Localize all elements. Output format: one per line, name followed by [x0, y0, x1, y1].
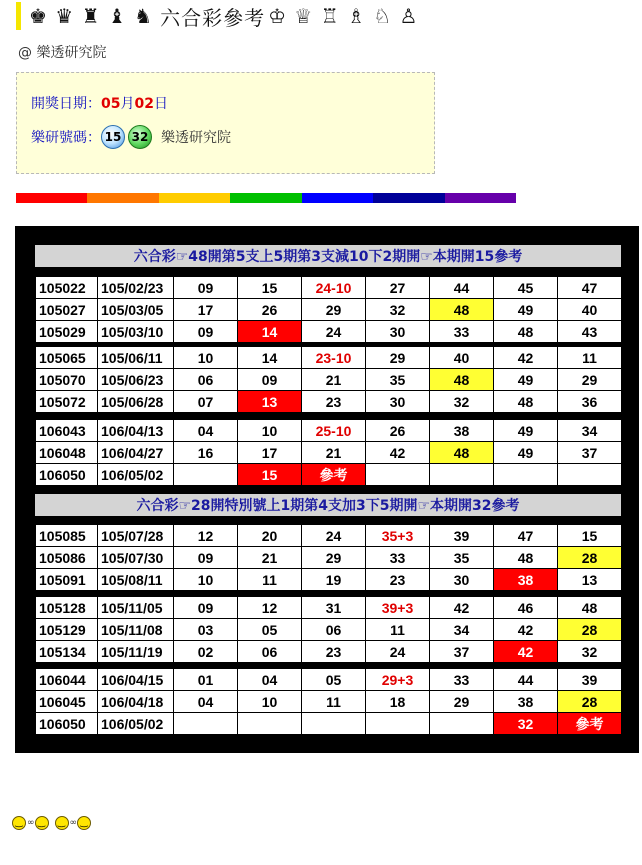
number-cell: 44: [494, 669, 558, 691]
draw-date-cell: 105/06/28: [98, 391, 174, 413]
number-cell: 30: [366, 391, 430, 413]
number-cell: 29: [302, 299, 366, 321]
smiley-icon: ‿: [55, 816, 69, 830]
number-cell: 21: [302, 369, 366, 391]
number-cell: 30: [430, 569, 494, 591]
number-cell: 05: [238, 619, 302, 641]
number-cell: 09: [174, 597, 238, 619]
draw-number-cell: 105086: [36, 547, 98, 569]
number-cell: 39: [430, 525, 494, 547]
number-cell: 06: [302, 619, 366, 641]
draw-date-cell: 105/07/28: [98, 525, 174, 547]
number-cell: 36: [558, 391, 622, 413]
table-row: [36, 669, 622, 691]
number-cell: 24: [302, 321, 366, 343]
number-cell: 參考: [302, 464, 366, 486]
draw-number-cell: 105029: [36, 321, 98, 343]
draw-date-cell: 106/04/15: [98, 669, 174, 691]
number-cell: 26: [238, 299, 302, 321]
number-cell: 38: [430, 420, 494, 442]
number-cell: 45: [494, 277, 558, 299]
number-cell: [366, 464, 430, 486]
number-ball-blue: 15: [101, 125, 125, 149]
number-cell: 28: [558, 547, 622, 569]
number-cell: 47: [558, 277, 622, 299]
draw-info-box: [16, 72, 435, 174]
number-cell: 04: [174, 691, 238, 713]
draw-number-cell: 105134: [36, 641, 98, 663]
number-cell: 48: [494, 391, 558, 413]
table-row: [36, 547, 622, 569]
number-cell: 35: [366, 369, 430, 391]
table-row: [36, 299, 622, 321]
number-cell: 17: [238, 442, 302, 464]
number-cell: 09: [174, 321, 238, 343]
table-row: [36, 391, 622, 413]
number-cell: 09: [174, 547, 238, 569]
smiley-icon: ‿: [12, 816, 26, 830]
number-cell: 44: [430, 277, 494, 299]
draw-date-label: 開獎日期：: [31, 96, 101, 112]
number-ball-green: 32: [128, 125, 152, 149]
number-cell: 46: [494, 597, 558, 619]
number-cell: 35: [430, 547, 494, 569]
number-cell: 32: [366, 299, 430, 321]
number-cell: 24: [302, 525, 366, 547]
number-cell: 14: [238, 321, 302, 343]
number-cell: 21: [238, 547, 302, 569]
draw-date-cell: 105/02/23: [98, 277, 174, 299]
number-cell: 06: [238, 641, 302, 663]
draw-number-cell: 105072: [36, 391, 98, 413]
number-cell: 33: [430, 669, 494, 691]
draw-date-cell: 106/04/27: [98, 442, 174, 464]
number-cell: 47: [494, 525, 558, 547]
table-row: [36, 369, 622, 391]
author-line: @ 樂透研究院: [18, 45, 107, 61]
number-cell: 02: [174, 641, 238, 663]
number-cell: 17: [174, 299, 238, 321]
section1-table-group: [35, 276, 622, 343]
table-row: [36, 713, 622, 735]
draw-number-cell: 105129: [36, 619, 98, 641]
rainbow-segment: [16, 193, 87, 203]
section1-heading: 六合彩☞48開第5支上5期第3支減10下2期開☞本期開15參考: [35, 245, 621, 267]
number-cell: 30: [366, 321, 430, 343]
number-cell: 10: [238, 691, 302, 713]
page-title: 六合彩參考: [160, 5, 266, 30]
number-cell: 32: [558, 641, 622, 663]
draw-date-cell: 105/07/30: [98, 547, 174, 569]
rainbow-segment: [87, 193, 158, 203]
rainbow-segment: [159, 193, 230, 203]
footer-dots-1: ∞: [27, 818, 34, 828]
number-cell: 29+3: [366, 669, 430, 691]
number-cell: 09: [174, 277, 238, 299]
rainbow-segment: [373, 193, 444, 203]
number-cell: 15: [238, 277, 302, 299]
draw-number-cell: 105085: [36, 525, 98, 547]
draw-date-cell: 105/03/05: [98, 299, 174, 321]
draw-date-cell: 106/05/02: [98, 464, 174, 486]
number-cell: 10: [174, 569, 238, 591]
lucky-numbers-row: [31, 125, 231, 149]
number-cell: 42: [366, 442, 430, 464]
section2-table-group: [35, 524, 622, 591]
draw-number-cell: 105065: [36, 347, 98, 369]
number-cell: 15: [238, 464, 302, 486]
number-cell: 49: [494, 299, 558, 321]
draw-date-month: 05: [101, 96, 121, 112]
draw-date-cell: 106/05/02: [98, 713, 174, 735]
number-cell: 33: [366, 547, 430, 569]
number-cell: 48: [494, 321, 558, 343]
draw-number-cell: 106044: [36, 669, 98, 691]
table-row: [36, 420, 622, 442]
number-cell: 04: [174, 420, 238, 442]
number-cell: 19: [302, 569, 366, 591]
rainbow-segment: [445, 193, 516, 203]
number-cell: 20: [238, 525, 302, 547]
number-cell: [430, 713, 494, 735]
number-cell: 42: [494, 641, 558, 663]
draw-date-cell: 106/04/18: [98, 691, 174, 713]
number-cell: [430, 464, 494, 486]
number-cell: 42: [494, 619, 558, 641]
table-row: [36, 569, 622, 591]
number-cell: [558, 464, 622, 486]
rainbow-segment: [302, 193, 373, 203]
number-cell: 07: [174, 391, 238, 413]
table-row: [36, 464, 622, 486]
draw-date-cell: 105/08/11: [98, 569, 174, 591]
number-cell: [366, 713, 430, 735]
draw-number-cell: 106045: [36, 691, 98, 713]
number-cell: 34: [558, 420, 622, 442]
draw-date-cell: 105/06/11: [98, 347, 174, 369]
number-cell: 21: [302, 442, 366, 464]
chess-pieces-icon-left: ♚ ♛ ♜ ♝ ♞: [29, 4, 154, 28]
table-row: [36, 619, 622, 641]
number-cell: 28: [558, 619, 622, 641]
number-cell: 40: [430, 347, 494, 369]
table-row: [36, 597, 622, 619]
table-row: [36, 525, 622, 547]
number-cell: 35+3: [366, 525, 430, 547]
number-cell: 28: [558, 691, 622, 713]
draw-number-cell: 106050: [36, 713, 98, 735]
number-cell: 25-10: [302, 420, 366, 442]
section1-table-group: [35, 346, 622, 413]
draw-number-cell: 105070: [36, 369, 98, 391]
number-cell: 42: [430, 597, 494, 619]
number-cell: 10: [174, 347, 238, 369]
rainbow-divider: [16, 193, 516, 203]
number-cell: 10: [238, 420, 302, 442]
number-cell: 12: [238, 597, 302, 619]
table-row: [36, 321, 622, 343]
number-cell: 18: [366, 691, 430, 713]
number-cell: 24: [366, 641, 430, 663]
draw-date-day-suffix: 日: [153, 96, 168, 112]
footer-dots-2: ∞: [69, 818, 76, 828]
lucky-numbers-label: 樂研號碼：: [31, 130, 101, 146]
number-cell: 15: [558, 525, 622, 547]
draw-date-month-suffix: 月: [120, 96, 135, 112]
number-cell: [174, 464, 238, 486]
table-row: [36, 442, 622, 464]
section2-table-group: [35, 596, 622, 663]
draw-number-cell: 105091: [36, 569, 98, 591]
number-cell: 05: [302, 669, 366, 691]
number-cell: 43: [558, 321, 622, 343]
number-cell: 23-10: [302, 347, 366, 369]
draw-date-cell: 105/11/08: [98, 619, 174, 641]
draw-date-cell: 105/11/05: [98, 597, 174, 619]
draw-date-cell: 105/06/23: [98, 369, 174, 391]
number-cell: 04: [238, 669, 302, 691]
number-cell: 38: [494, 691, 558, 713]
number-cell: 29: [430, 691, 494, 713]
number-cell: [302, 713, 366, 735]
number-cell: [238, 713, 302, 735]
table-row: [36, 641, 622, 663]
draw-number-cell: 105027: [36, 299, 98, 321]
number-cell: 11: [366, 619, 430, 641]
smiley-icon: ‿: [77, 816, 91, 830]
number-cell: 29: [302, 547, 366, 569]
number-cell: 37: [558, 442, 622, 464]
number-cell: 39+3: [366, 597, 430, 619]
number-cell: 49: [494, 420, 558, 442]
number-cell: 23: [366, 569, 430, 591]
section2-heading: 六合彩☞28開特別號上1期第4支加3下5期開☞本期開32參考: [35, 494, 621, 516]
number-cell: 38: [494, 569, 558, 591]
page-title-bar: [16, 2, 422, 30]
draw-number-cell: 106043: [36, 420, 98, 442]
number-cell: 39: [558, 669, 622, 691]
number-cell: 29: [366, 347, 430, 369]
number-cell: 37: [430, 641, 494, 663]
number-cell: 31: [302, 597, 366, 619]
number-cell: 33: [430, 321, 494, 343]
number-cell: 23: [302, 641, 366, 663]
number-cell: 48: [430, 299, 494, 321]
number-cell: 11: [302, 691, 366, 713]
number-cell: 12: [174, 525, 238, 547]
number-cell: 32: [494, 713, 558, 735]
number-cell: 48: [558, 597, 622, 619]
number-cell: 03: [174, 619, 238, 641]
draw-number-cell: 105022: [36, 277, 98, 299]
number-cell: 11: [558, 347, 622, 369]
table-row: [36, 277, 622, 299]
number-cell: 13: [238, 391, 302, 413]
number-cell: 參考: [558, 713, 622, 735]
chess-pieces-icon-right: ♔ ♕ ♖ ♗ ♘ ♙: [268, 4, 419, 28]
number-cell: 49: [494, 369, 558, 391]
number-cell: 26: [366, 420, 430, 442]
draw-number-cell: 106050: [36, 464, 98, 486]
number-cell: 48: [430, 442, 494, 464]
number-cell: 34: [430, 619, 494, 641]
number-cell: [174, 713, 238, 735]
footer-smileys: [12, 816, 91, 830]
number-cell: 09: [238, 369, 302, 391]
results-panel: [15, 226, 639, 753]
number-cell: 01: [174, 669, 238, 691]
table-row: [36, 691, 622, 713]
institute-name: 樂透研究院: [161, 130, 231, 146]
number-cell: [494, 464, 558, 486]
number-cell: 13: [558, 569, 622, 591]
number-cell: 27: [366, 277, 430, 299]
number-cell: 49: [494, 442, 558, 464]
table-row: [36, 347, 622, 369]
number-cell: 11: [238, 569, 302, 591]
draw-date-cell: 106/04/13: [98, 420, 174, 442]
number-cell: 16: [174, 442, 238, 464]
number-cell: 23: [302, 391, 366, 413]
number-cell: 48: [494, 547, 558, 569]
draw-date-cell: 105/03/10: [98, 321, 174, 343]
draw-date-row: [31, 93, 168, 113]
number-cell: 06: [174, 369, 238, 391]
number-cell: 42: [494, 347, 558, 369]
number-cell: 48: [430, 369, 494, 391]
number-cell: 29: [558, 369, 622, 391]
draw-date-day: 02: [134, 96, 154, 112]
draw-number-cell: 106048: [36, 442, 98, 464]
number-cell: 14: [238, 347, 302, 369]
number-cell: 40: [558, 299, 622, 321]
smiley-icon: ‿: [35, 816, 49, 830]
number-cell: 32: [430, 391, 494, 413]
draw-date-cell: 105/11/19: [98, 641, 174, 663]
number-cell: 24-10: [302, 277, 366, 299]
section2-table-group: [35, 668, 622, 735]
rainbow-segment: [230, 193, 301, 203]
draw-number-cell: 105128: [36, 597, 98, 619]
section1-table-group: [35, 419, 622, 486]
